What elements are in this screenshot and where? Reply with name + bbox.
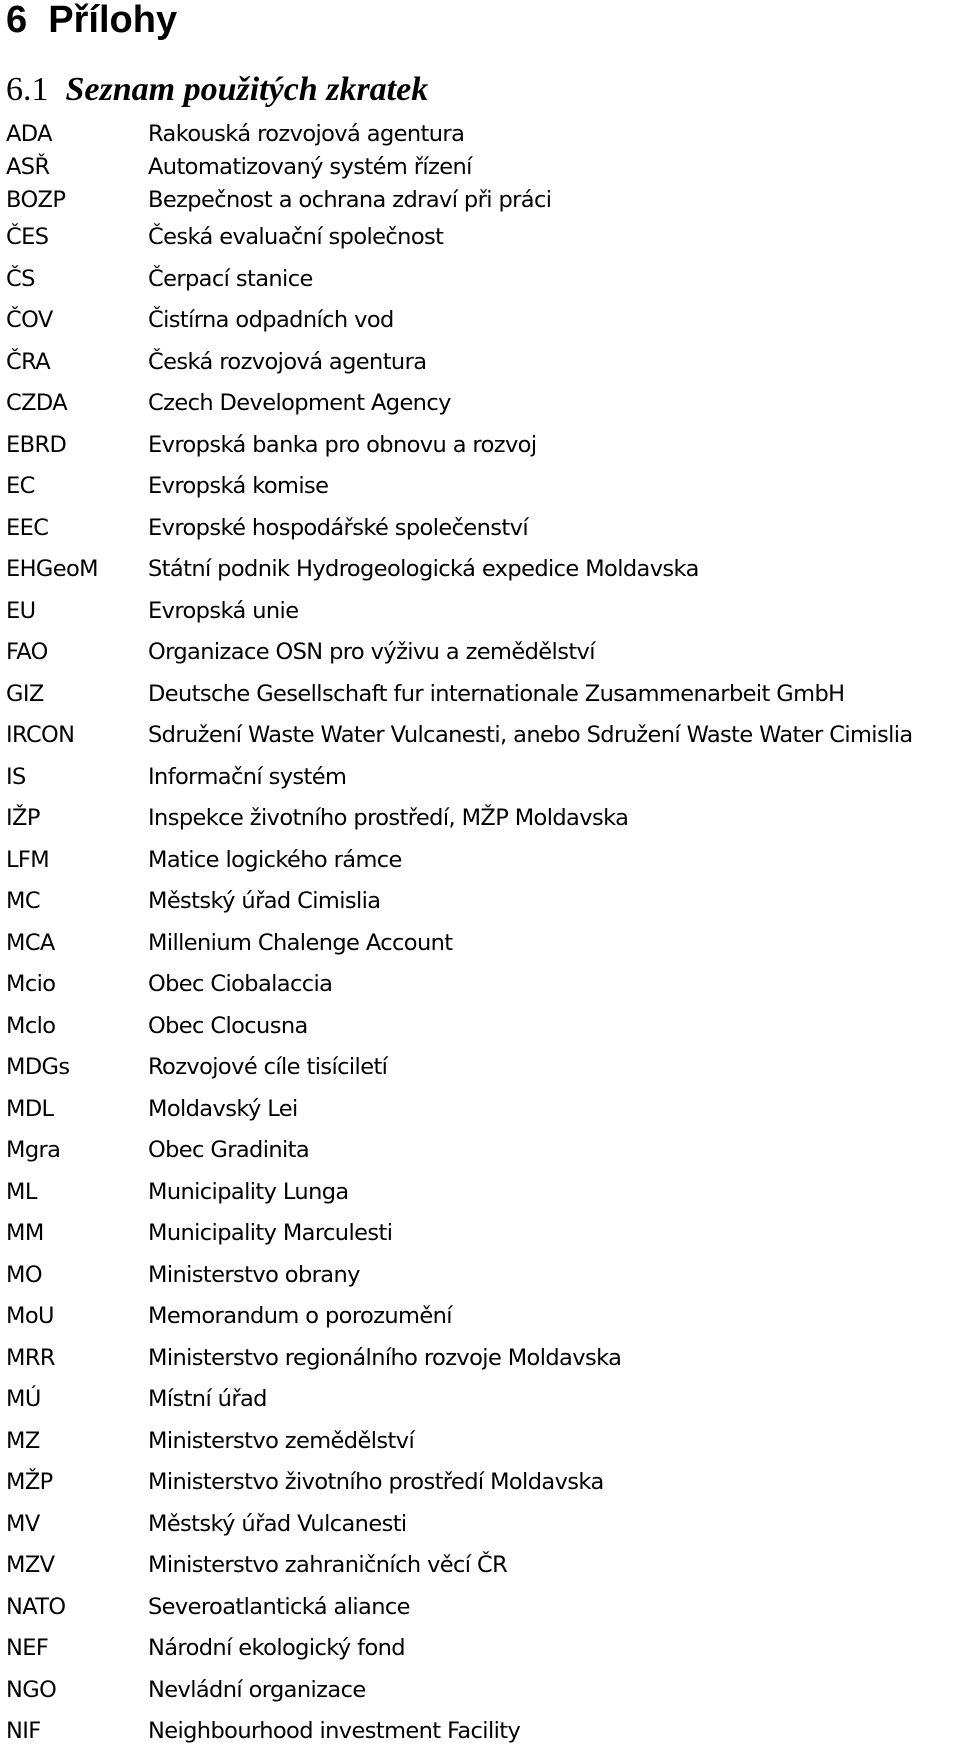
abbreviation-term: MC	[6, 888, 40, 914]
abbreviation-meaning: Nevládní organizace	[148, 1676, 366, 1703]
abbreviation-row	[0, 118, 960, 151]
abbreviation-term: EHGeoM	[6, 556, 98, 582]
abbreviation-term: MO	[6, 1261, 42, 1288]
abbreviation-meaning: Česká rozvojová agentura	[148, 348, 427, 375]
abbreviation-row	[0, 300, 960, 342]
abbreviation-row	[0, 923, 960, 965]
abbreviation-meaning: Čerpací stanice	[148, 265, 313, 292]
abbreviation-meaning: Městský úřad Cimislia	[148, 888, 381, 914]
abbreviation-term: Mgra	[6, 1137, 61, 1163]
chapter-title	[6, 0, 177, 40]
abbreviation-meaning: Státní podnik Hydrogeologická expedice Moldavska	[148, 556, 699, 582]
abbreviation-row	[0, 1047, 960, 1089]
chapter-title-text: Přílohy	[48, 0, 178, 41]
abbreviation-row	[0, 1089, 960, 1131]
abbreviation-row	[0, 1130, 960, 1172]
abbreviation-row	[0, 798, 960, 840]
abbreviation-meaning: Evropské hospodářské společenství	[148, 514, 528, 541]
section-title-text: Seznam použitých zkratek	[65, 71, 429, 108]
abbreviation-meaning: Moldavský Lei	[148, 1095, 298, 1122]
abbreviation-term: Mcio	[6, 971, 56, 997]
abbreviation-row	[0, 1006, 960, 1048]
abbreviation-term: MZV	[6, 1552, 55, 1578]
abbreviation-meaning: Místní úřad	[148, 1386, 267, 1412]
abbreviation-meaning: Matice logického rámce	[148, 846, 402, 873]
abbreviation-meaning: Obec Gradinita	[148, 1137, 310, 1163]
abbreviation-row	[0, 1587, 960, 1629]
abbreviation-term: GIZ	[6, 680, 44, 707]
abbreviation-term: ADA	[6, 121, 52, 147]
abbreviation-row	[0, 1711, 960, 1753]
abbreviation-row	[0, 840, 960, 882]
abbreviation-meaning: Evropská banka pro obnovu a rozvoj	[148, 431, 537, 458]
abbreviation-meaning: Národní ekologický fond	[148, 1635, 405, 1661]
chapter-number: 6	[6, 0, 28, 41]
abbreviation-term: IRCON	[6, 722, 75, 748]
abbreviation-term: IS	[6, 763, 26, 790]
abbreviation-row	[0, 1296, 960, 1338]
abbreviation-row	[0, 151, 960, 184]
abbreviation-term: MDGs	[6, 1054, 70, 1080]
abbreviation-row	[0, 1545, 960, 1587]
abbreviation-term: EEC	[6, 514, 49, 541]
abbreviation-term: MM	[6, 1220, 44, 1246]
abbreviation-meaning: Ministerstvo zemědělství	[148, 1427, 415, 1454]
abbreviation-row	[0, 425, 960, 467]
abbreviation-term: EBRD	[6, 431, 67, 458]
abbreviation-term: MDL	[6, 1095, 54, 1122]
abbreviation-meaning: Rozvojové cíle tisíciletí	[148, 1054, 388, 1080]
abbreviation-row	[0, 1338, 960, 1380]
abbreviation-row	[0, 632, 960, 674]
abbreviation-term: NEF	[6, 1635, 49, 1661]
abbreviation-row	[0, 1255, 960, 1297]
abbreviation-meaning: Organizace OSN pro výživu a zemědělství	[148, 639, 595, 665]
abbreviation-row	[0, 383, 960, 425]
abbreviation-meaning: Czech Development Agency	[148, 390, 451, 416]
abbreviation-term: ČS	[6, 265, 35, 292]
abbreviation-row	[0, 549, 960, 591]
abbreviation-row	[0, 1213, 960, 1255]
abbreviation-term: MÚ	[6, 1386, 41, 1412]
abbreviation-term: MŽP	[6, 1469, 53, 1495]
abbreviation-meaning: Millenium Chalenge Account	[148, 929, 453, 956]
abbreviation-meaning: Municipality Lunga	[148, 1178, 349, 1205]
abbreviation-row	[0, 1670, 960, 1712]
abbreviation-term: ČES	[6, 224, 49, 250]
abbreviation-term: Mclo	[6, 1012, 56, 1039]
abbreviation-meaning: Evropská komise	[148, 473, 329, 499]
abbreviation-meaning: Automatizovaný systém řízení	[148, 154, 472, 180]
abbreviation-row	[0, 508, 960, 550]
abbreviation-meaning: Ministerstvo regionálního rozvoje Moldavska	[148, 1344, 622, 1371]
abbreviation-term: NATO	[6, 1593, 66, 1620]
abbreviation-row	[0, 964, 960, 1006]
abbreviation-row	[0, 342, 960, 384]
abbreviation-row	[0, 1504, 960, 1546]
abbreviation-term: NIF	[6, 1718, 41, 1744]
abbreviation-term: ML	[6, 1178, 37, 1205]
abbreviation-row	[0, 217, 960, 259]
abbreviation-term: EC	[6, 473, 35, 499]
abbreviation-meaning: Evropská unie	[148, 597, 299, 624]
abbreviation-row	[0, 466, 960, 508]
abbreviation-meaning: Městský úřad Vulcanesti	[148, 1510, 407, 1537]
abbreviation-term: MCA	[6, 929, 55, 956]
abbreviation-term: ASŘ	[6, 154, 50, 180]
section-number: 6.1	[6, 71, 49, 108]
section-title	[6, 70, 428, 110]
abbreviation-term: MRR	[6, 1344, 55, 1371]
abbreviation-meaning: Čistírna odpadních vod	[148, 307, 394, 333]
abbreviation-term: CZDA	[6, 390, 68, 416]
abbreviation-term: IŽP	[6, 805, 40, 831]
abbreviation-term: EU	[6, 597, 36, 624]
abbreviation-row	[0, 1421, 960, 1463]
abbreviation-row	[0, 591, 960, 633]
abbreviation-term: NGO	[6, 1676, 57, 1703]
abbreviation-meaning: Severoatlantická aliance	[148, 1593, 410, 1620]
abbreviation-row	[0, 1628, 960, 1670]
abbreviation-row	[0, 715, 960, 757]
abbreviation-list	[0, 118, 960, 1753]
abbreviation-meaning: Deutsche Gesellschaft fur internationale Zusammenarbeit GmbH	[148, 680, 845, 707]
abbreviation-term: MoU	[6, 1303, 54, 1329]
abbreviation-meaning: Ministerstvo obrany	[148, 1261, 360, 1288]
abbreviation-meaning: Česká evaluační společnost	[148, 224, 444, 250]
abbreviation-meaning: Informační systém	[148, 763, 347, 790]
abbreviation-meaning: Neighbourhood investment Facility	[148, 1718, 521, 1744]
abbreviation-term: LFM	[6, 846, 50, 873]
abbreviation-term: MZ	[6, 1427, 40, 1454]
abbreviation-meaning: Bezpečnost a ochrana zdraví při práci	[148, 187, 552, 213]
abbreviation-row	[0, 184, 960, 217]
abbreviation-term: ČOV	[6, 307, 53, 333]
abbreviation-term: FAO	[6, 639, 48, 665]
abbreviation-term: BOZP	[6, 187, 66, 213]
abbreviation-row	[0, 1379, 960, 1421]
abbreviation-meaning: Memorandum o porozumění	[148, 1303, 452, 1329]
abbreviation-meaning: Municipality Marculesti	[148, 1220, 393, 1246]
abbreviation-meaning: Ministerstvo životního prostředí Moldavska	[148, 1469, 604, 1495]
abbreviation-term: MV	[6, 1510, 40, 1537]
abbreviation-meaning: Obec Ciobalaccia	[148, 971, 333, 997]
abbreviation-row	[0, 881, 960, 923]
abbreviation-meaning: Obec Clocusna	[148, 1012, 308, 1039]
abbreviation-row	[0, 1172, 960, 1214]
abbreviation-row	[0, 757, 960, 799]
abbreviation-row	[0, 1462, 960, 1504]
abbreviation-meaning: Inspekce životního prostředí, MŽP Moldavska	[148, 805, 629, 831]
abbreviation-row	[0, 259, 960, 301]
abbreviation-meaning: Rakouská rozvojová agentura	[148, 121, 465, 147]
abbreviation-meaning: Ministerstvo zahraničních věcí ČR	[148, 1552, 508, 1578]
abbreviation-term: ČRA	[6, 348, 51, 375]
abbreviation-row	[0, 674, 960, 716]
abbreviation-meaning: Sdružení Waste Water Vulcanesti, anebo Sdružení Waste Water Cimislia	[148, 722, 913, 748]
